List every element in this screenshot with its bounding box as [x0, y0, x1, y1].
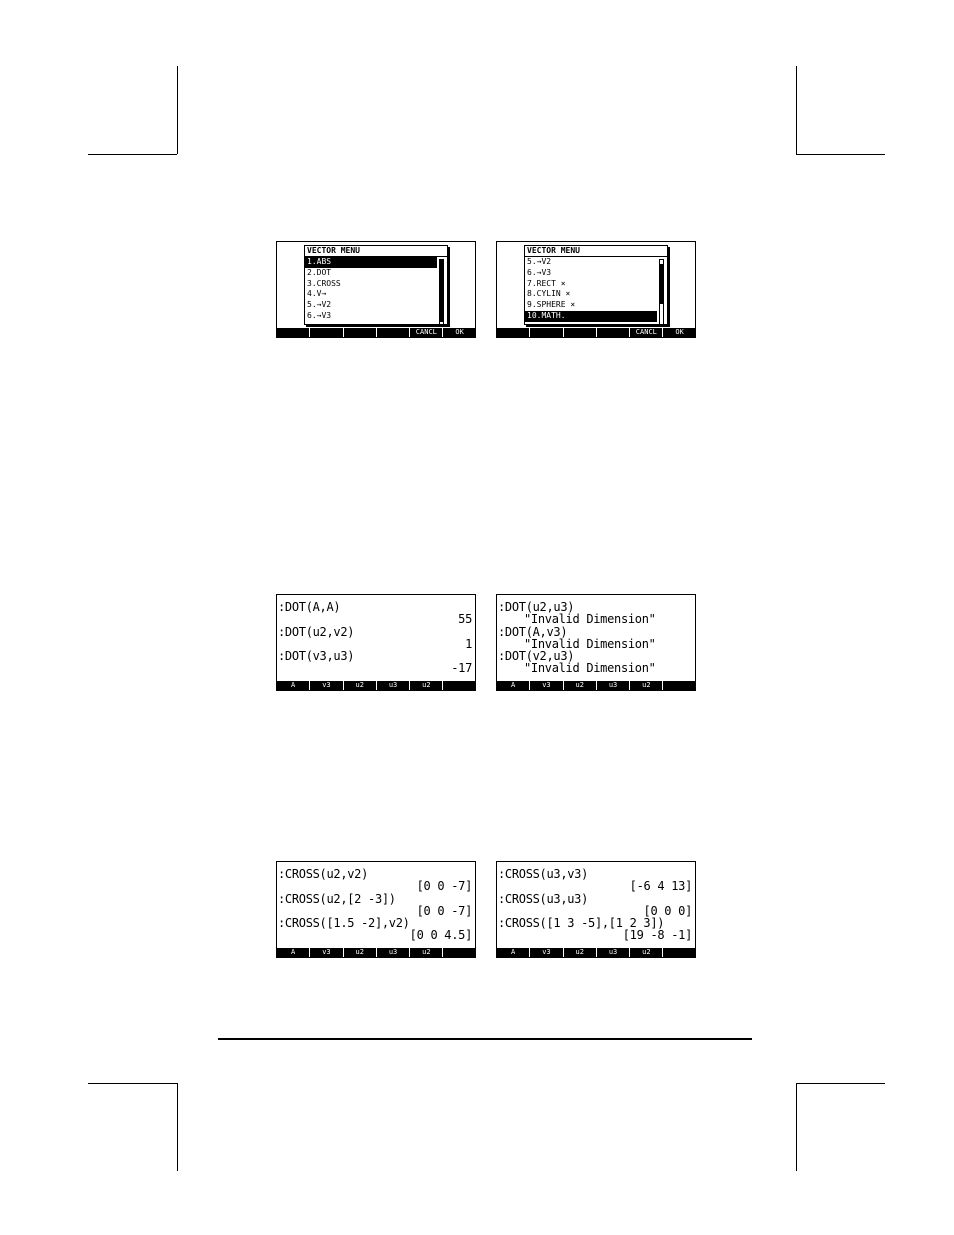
menu-item[interactable]: 8.CYLIN × — [527, 289, 571, 299]
stack-command: :CROSS([1.5 -2],v2) — [278, 916, 410, 931]
crop-mark-bottom-left-v — [177, 1083, 178, 1171]
softkey-bar — [497, 948, 696, 957]
menu-title: VECTOR MENU — [305, 246, 447, 257]
crop-mark-top-left-h — [88, 154, 177, 155]
menu-item[interactable]: 5.→V2 — [307, 300, 332, 310]
stack-command: :CROSS(u3,v3) — [498, 867, 589, 881]
stack-command: :DOT(v2,u3) — [498, 649, 575, 664]
softkey[interactable]: u2 — [630, 948, 663, 957]
menu-item[interactable]: 6.→V3 — [307, 310, 332, 320]
stack-command: :CROSS(u2,[2 -3]) — [278, 891, 396, 906]
stack-result: "Invalid Dimension" — [524, 661, 656, 676]
softkey[interactable]: u3 — [377, 681, 410, 690]
screen-dot-right — [496, 594, 696, 691]
stack-result: "Invalid Dimension" — [524, 636, 656, 651]
stack-command: :DOT(u2,u3) — [498, 600, 575, 614]
crop-mark-bottom-left-h — [88, 1083, 177, 1084]
stack-result: [19 -8 -1] — [622, 928, 692, 943]
stack-result: [-6 4 13] — [629, 879, 692, 894]
screen-cross-right — [496, 861, 696, 958]
softkey[interactable]: u3 — [597, 681, 630, 690]
softkey-bar — [277, 948, 476, 957]
softkey[interactable]: u2 — [410, 681, 443, 690]
menu-item[interactable]: 4.V→ — [307, 289, 327, 299]
crop-mark-top-right-h — [796, 154, 885, 155]
softkey-bar — [277, 328, 476, 337]
softkey[interactable]: u2 — [344, 681, 377, 690]
softkey[interactable] — [377, 328, 410, 337]
vector-menu-dialog — [304, 245, 448, 325]
softkey[interactable] — [597, 328, 630, 337]
menu-item[interactable]: 2.DOT — [307, 267, 332, 277]
softkey[interactable]: v3 — [530, 681, 563, 690]
screen-cross-left — [276, 861, 476, 958]
softkey[interactable]: u2 — [630, 681, 663, 690]
stack-command: :CROSS([1 3 -5],[1 2 3]) — [498, 916, 665, 931]
crop-mark-bottom-right-v — [796, 1083, 797, 1171]
softkey[interactable]: A — [497, 681, 530, 690]
softkey[interactable]: u2 — [344, 948, 377, 957]
softkey[interactable]: u3 — [597, 948, 630, 957]
softkey-bar — [497, 681, 696, 690]
softkey[interactable] — [663, 681, 696, 690]
stack-command: :DOT(u2,v2) — [278, 624, 355, 639]
softkey[interactable] — [497, 328, 530, 337]
stack-command: :DOT(A,v3) — [498, 624, 568, 639]
menu-title: VECTOR MENU — [525, 246, 667, 257]
softkey[interactable] — [310, 328, 343, 337]
stack-result: [0 0 4.5] — [409, 928, 472, 943]
softkey[interactable] — [443, 948, 476, 957]
softkey-bar — [497, 328, 696, 337]
softkey[interactable] — [277, 328, 310, 337]
stack-result: [0 0 -7] — [416, 879, 472, 894]
crop-mark-top-right-v — [796, 66, 797, 154]
stack-result: 1 — [465, 636, 472, 651]
softkey[interactable]: v3 — [310, 681, 343, 690]
vector-menu-dialog — [524, 245, 668, 325]
stack-result: [0 0 -7] — [416, 903, 472, 918]
softkey[interactable]: A — [497, 948, 530, 957]
softkey[interactable]: A — [277, 948, 310, 957]
crop-mark-top-left-v — [177, 66, 178, 154]
screen-vector-menu-left — [276, 241, 476, 338]
softkey[interactable]: v3 — [530, 948, 563, 957]
screen-vector-menu-right — [496, 241, 696, 338]
menu-scrollbar[interactable] — [659, 259, 664, 325]
softkey[interactable]: u2 — [564, 681, 597, 690]
softkey-ok[interactable]: OK — [443, 328, 476, 337]
softkey-ok[interactable]: OK — [663, 328, 696, 337]
stack-display — [498, 868, 694, 942]
menu-item[interactable]: 5.→V2 — [527, 257, 552, 266]
softkey[interactable]: u3 — [377, 948, 410, 957]
menu-item[interactable]: 1.ABS — [305, 257, 437, 268]
softkey[interactable] — [564, 328, 597, 337]
softkey[interactable]: v3 — [310, 948, 343, 957]
stack-result: 55 — [458, 612, 472, 627]
menu-item[interactable]: 7.RECT × — [527, 278, 566, 288]
softkey-bar — [277, 681, 476, 690]
stack-command: :DOT(A,A) — [278, 600, 341, 614]
softkey[interactable] — [663, 948, 696, 957]
stack-command: :CROSS(u2,v2) — [278, 867, 369, 881]
softkey[interactable]: u2 — [410, 948, 443, 957]
menu-item[interactable]: 3.CROSS — [307, 278, 341, 288]
softkey-cancel[interactable]: CANCL — [410, 328, 443, 337]
stack-display — [278, 601, 474, 675]
menu-item[interactable]: 10.MATH. — [525, 311, 657, 322]
softkey-cancel[interactable]: CANCL — [630, 328, 663, 337]
stack-result: "Invalid Dimension" — [524, 612, 656, 627]
stack-display — [278, 868, 474, 942]
stack-command: :DOT(v3,u3) — [278, 649, 355, 664]
softkey[interactable] — [443, 681, 476, 690]
stack-result: -17 — [451, 661, 472, 676]
softkey[interactable]: A — [277, 681, 310, 690]
screen-dot-left — [276, 594, 476, 691]
softkey[interactable]: u2 — [564, 948, 597, 957]
softkey[interactable] — [344, 328, 377, 337]
stack-command: :CROSS(u3,u3) — [498, 891, 589, 906]
softkey[interactable] — [530, 328, 563, 337]
crop-mark-bottom-right-h — [796, 1083, 885, 1084]
stack-display — [498, 601, 694, 675]
footer-rule — [218, 1038, 752, 1040]
menu-scrollbar[interactable] — [439, 259, 444, 325]
menu-item[interactable]: 6.→V3 — [527, 267, 552, 277]
stack-result: [0 0 0] — [643, 903, 692, 918]
menu-item[interactable]: 9.SPHERE × — [527, 300, 576, 310]
